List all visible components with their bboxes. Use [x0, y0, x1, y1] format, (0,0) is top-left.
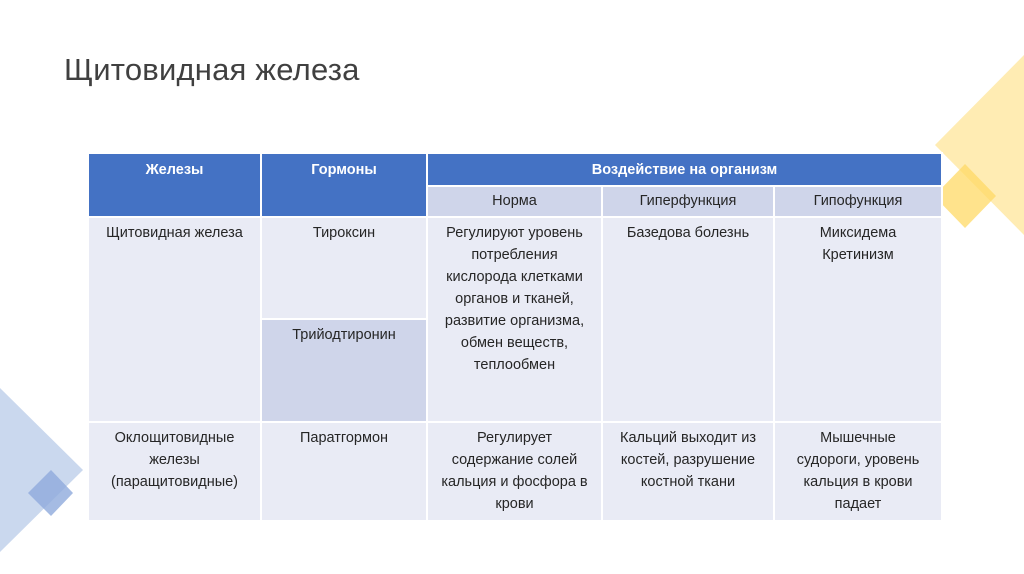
cell-hypofunction: Миксидема Кретинизм [774, 217, 942, 422]
cell-hormone: Паратгормон [261, 422, 427, 521]
cell-norm: Регулируют уровень потребления кислорода клетками органов и тканей, развитие организма, обмен веществ, теплообмен [427, 217, 602, 422]
cell-hormone: Тироксин [261, 217, 427, 319]
hormones-table [87, 152, 943, 522]
cell-hormone: Трийодтиронин [261, 319, 427, 422]
header-norm: Норма [427, 186, 602, 217]
header-hypofunction: Гипофункция [774, 186, 942, 217]
blue-diamond-large [0, 388, 83, 552]
slide-title: Щитовидная железа [64, 52, 360, 87]
header-effect: Воздействие на организм [427, 153, 942, 186]
header-glands: Железы [88, 153, 261, 217]
cell-hypofunction: Мышечные судороги, уровень кальция в крови падает [774, 422, 942, 521]
header-hyperfunction: Гиперфункция [602, 186, 774, 217]
cell-gland: Щитовидная железа [88, 217, 261, 422]
header-hormones: Гормоны [261, 153, 427, 217]
cell-hyperfunction: Базедова болезнь [602, 217, 774, 422]
table-row [88, 217, 942, 319]
header-row-1 [88, 153, 942, 186]
table-row [88, 422, 942, 521]
cell-norm: Регулирует содержание солей кальция и фосфора в крови [427, 422, 602, 521]
cell-gland: Оклощитовидные железы (паращитовидные) [88, 422, 261, 521]
cell-hyperfunction: Кальций выходит из костей, разрушение костной ткани [602, 422, 774, 521]
